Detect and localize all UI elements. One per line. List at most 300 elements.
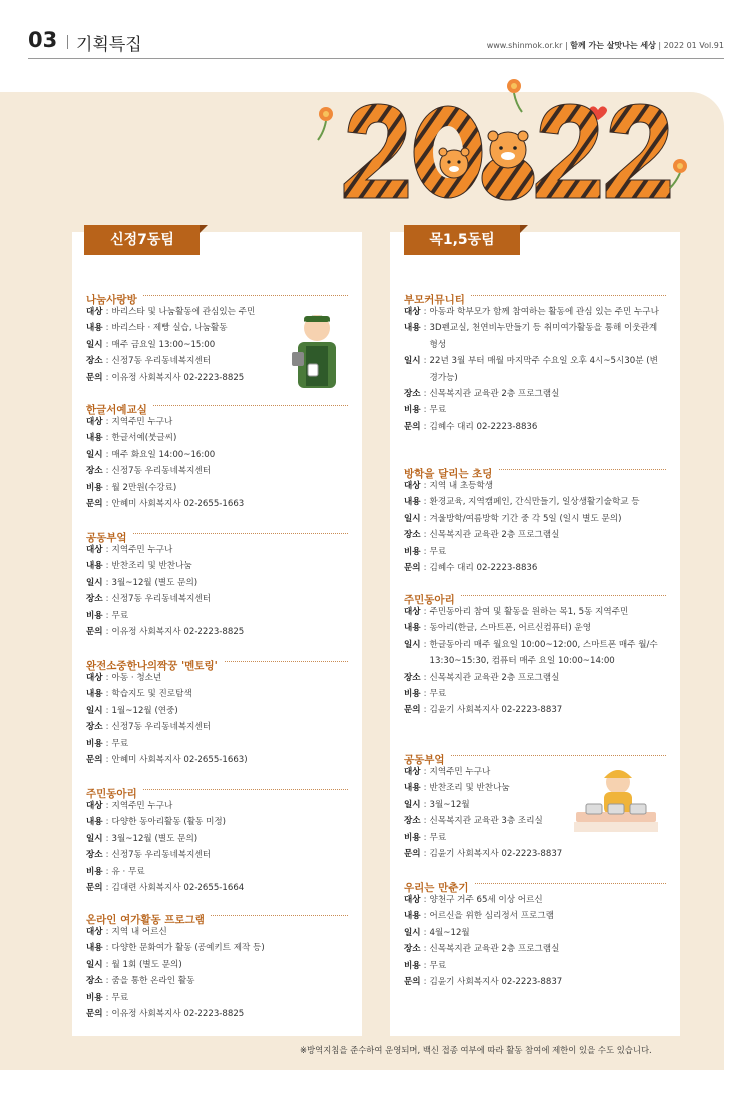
section-heading [86,526,348,542]
info-value: 반찬조리 및 반찬나눔 [429,783,510,794]
info-row [86,447,348,463]
info-row [404,892,666,908]
info-label: 대상 [404,767,421,777]
colon-separator: : [105,722,109,733]
info-value: 김윤기 사회복지사 02-2223-8837 [429,705,563,716]
info-row [404,620,666,636]
colon-separator: : [423,639,427,650]
colon-separator: : [105,499,109,510]
info-value: 김대련 사회복지사 02-2655-1664 [111,883,245,894]
info-value: 무료 [111,738,129,749]
program-title: 공동부엌 [86,532,133,544]
colon-separator: : [105,801,109,811]
info-value: 지역주민 누구나 [111,545,173,555]
section-heading [86,908,348,924]
info-value: 안혜미 사회복지사 02-2655-1663 [111,499,245,510]
program-section [86,908,348,1022]
info-value: 3월~12월 [429,799,470,810]
program-section [86,526,348,640]
digit-two-icon [536,104,600,198]
colon-separator: : [423,960,427,971]
colon-separator: : [423,623,427,634]
colon-separator: : [105,673,109,683]
info-row [86,924,348,940]
info-row [404,527,666,543]
info-row [404,353,666,386]
program-title: 공동부엌 [404,754,451,766]
info-value: 4월~12월 [429,927,470,938]
section-heading [404,462,666,478]
info-value: 양천구 거주 65세 이상 어르신 [429,895,543,905]
info-value: 이유정 사회복지사 02-2223-8825 [111,372,245,383]
info-value: 신정7동 우리동네복지센터 [111,722,212,733]
info-row [404,320,666,353]
colon-separator: : [423,563,427,574]
colon-separator: : [105,833,109,844]
colon-separator: : [423,927,427,938]
colon-separator: : [423,783,427,794]
info-row [86,1006,348,1022]
flower-icon [670,159,687,188]
flower-icon [507,79,522,112]
info-label: 일시 [404,513,421,524]
info-value: 주민동아리 참여 및 활동을 원하는 목1, 5동 지역주민 [429,607,629,617]
info-value: 신목복지관 교육관 2층 프로그램실 [429,944,560,955]
info-label: 장소 [404,389,421,400]
section-heading [404,288,666,304]
program-section [86,782,348,896]
info-value: 무료 [429,405,447,416]
colon-separator: : [105,1009,109,1020]
info-value: 김윤기 사회복지사 02-2223-8837 [429,849,563,860]
program-section [404,462,666,576]
colon-separator: : [423,307,427,317]
info-label: 내용 [404,623,421,634]
info-label: 비용 [86,866,103,877]
colon-separator: : [423,895,427,905]
info-value: 지역주민 누구나 [111,417,173,427]
info-label: 내용 [86,817,103,828]
team-tab-left: 신정7동팀 [84,225,200,255]
info-row [404,925,666,941]
info-value: 김혜수 대리 02-2223-8836 [429,421,538,432]
info-label: 장소 [404,944,421,955]
section-heading [404,588,666,604]
info-value: 무료 [429,832,447,843]
info-row [404,974,666,990]
colon-separator: : [423,832,427,843]
section-heading [404,876,666,892]
page-number: 03 [28,28,58,52]
info-value: 다양한 문화여가 활동 (공예키트 제작 등) [111,943,265,954]
info-label: 장소 [404,530,421,541]
info-row [86,847,348,863]
info-row [86,542,348,558]
colon-separator: : [423,816,427,827]
info-label: 장소 [404,672,421,683]
info-row [404,494,666,510]
info-row [404,478,666,494]
info-label: 내용 [86,323,103,334]
info-label: 문의 [86,755,103,766]
info-label: 내용 [86,943,103,954]
colon-separator: : [423,705,427,716]
info-value: 지역주민 누구나 [111,801,173,811]
meta-divider: | [658,41,664,50]
colon-separator: : [105,417,109,427]
info-label: 일시 [86,959,103,970]
colon-separator: : [105,466,109,477]
program-title: 완전소중한나의짝꿍 '멘토링' [86,660,224,672]
page-header [28,28,724,58]
tiger-cub-icon [439,148,469,178]
info-label: 내용 [404,323,421,334]
info-row [86,703,348,719]
program-section [404,588,666,719]
info-label: 문의 [86,627,103,638]
digit-two-icon [606,104,670,198]
info-value: 신목복지관 교육관 2층 프로그램실 [429,530,560,541]
info-value: 신정7동 우리동네복지센터 [111,594,212,605]
colon-separator: : [423,389,427,400]
info-label: 대상 [86,801,103,811]
colon-separator: : [105,610,109,621]
program-title: 온라인 여가활동 프로그램 [86,914,211,926]
info-label: 장소 [86,722,103,733]
info-label: 비용 [404,405,421,416]
info-row [86,880,348,896]
colon-separator: : [423,421,427,432]
info-value: 무료 [111,610,129,621]
info-row [86,591,348,607]
info-value: 신정7동 우리동네복지센터 [111,356,212,367]
colon-separator: : [423,546,427,557]
team-tab-right: 목1,5동팀 [404,225,520,255]
colon-separator: : [105,850,109,861]
info-row [86,957,348,973]
info-row [86,480,348,496]
cook-illustration [572,766,660,838]
info-value: 아동 · 청소년 [111,673,162,683]
info-label: 일시 [86,339,103,350]
info-value: 이유정 사회복지사 02-2223-8825 [111,1009,245,1020]
colon-separator: : [105,323,109,334]
info-row [404,686,666,702]
info-label: 비용 [404,832,421,843]
info-label: 내용 [86,561,103,572]
info-row [86,814,348,830]
colon-separator: : [423,323,427,334]
program-section [404,876,666,990]
info-label: 일시 [404,639,421,650]
info-label: 내용 [404,911,421,922]
info-value: 동아리(한글, 스마트폰, 어르신컴퓨터) 운영 [429,623,592,634]
colon-separator: : [105,561,109,572]
info-row [404,908,666,924]
info-label: 장소 [86,850,103,861]
flower-icon [318,107,333,140]
info-value: 바리스타 및 나눔활동에 관심있는 주민 [111,307,256,317]
colon-separator: : [423,672,427,683]
info-label: 비용 [86,738,103,749]
info-label: 문의 [404,421,421,432]
info-row [86,864,348,880]
colon-separator: : [423,513,427,524]
info-value: 월 2만원(수강료) [111,482,177,493]
info-row [404,637,666,670]
colon-separator: : [423,607,427,617]
issue-label: 2022 01 Vol.91 [663,41,724,50]
info-label: 내용 [404,497,421,508]
colon-separator: : [423,767,427,777]
colon-separator: : [105,433,109,444]
program-title: 주민동아리 [86,788,143,800]
colon-separator: : [105,866,109,877]
info-label: 일시 [86,449,103,460]
program-title: 방학을 달리는 초딩 [404,468,498,480]
colon-separator: : [105,976,109,987]
info-value: 신목복지관 교육관 3층 조리실 [429,816,543,827]
info-label: 문의 [404,977,421,988]
colon-separator: : [423,849,427,860]
info-row [404,846,666,862]
info-value: 매주 화요일 14:00~16:00 [111,449,216,460]
section-heading [404,748,666,764]
info-row [404,604,666,620]
info-label: 일시 [86,577,103,588]
info-label: 장소 [86,466,103,477]
program-title: 주민동아리 [404,594,461,606]
colon-separator: : [105,449,109,460]
info-row [86,558,348,574]
info-row [404,402,666,418]
header-meta [487,40,724,51]
section-heading [86,782,348,798]
info-value: 신정7동 우리동네복지센터 [111,466,212,477]
colon-separator: : [105,339,109,350]
section-heading [86,654,348,670]
info-row [404,419,666,435]
info-label: 내용 [86,433,103,444]
digit-two-icon [344,104,408,198]
program-title: 우리는 만춘기 [404,882,475,894]
program-title: 부모커뮤니티 [404,294,471,306]
info-label: 장소 [404,816,421,827]
info-label: 대상 [404,307,421,317]
info-row [86,496,348,512]
info-row [404,560,666,576]
info-label: 비용 [404,546,421,557]
info-label: 내용 [404,783,421,794]
info-row [404,670,666,686]
info-label: 대상 [86,545,103,555]
info-value: 무료 [429,689,447,700]
info-value: 환경교육, 지역캠페인, 간식만들기, 일상생활기술학교 등 [429,497,640,508]
info-label: 문의 [86,499,103,510]
info-row [86,414,348,430]
section-heading [86,288,348,304]
info-row [404,941,666,957]
header-rule [28,58,724,59]
footnote: ※방역지침을 준수하여 운영되며, 백신 접종 여부에 따라 활동 참여에 제한이 있을 수도 있습니다. [300,1045,652,1055]
info-value: 줌을 통한 온라인 활동 [111,976,195,987]
info-value: 김윤기 사회복지사 02-2223-8837 [429,977,563,988]
info-row [404,958,666,974]
info-value: 안혜미 사회복지사 02-2655-1663) [111,755,248,766]
info-value: 무료 [429,546,447,557]
colon-separator: : [423,799,427,810]
info-value: 무료 [111,992,129,1003]
info-value: 신정7동 우리동네복지센터 [111,850,212,861]
info-row [86,973,348,989]
slogan: 함께 가는 살맛나는 세상 [570,41,656,50]
info-label: 일시 [404,927,421,938]
program-section [86,654,348,768]
info-row [404,544,666,560]
info-value: 3월~12월 (별도 문의) [111,833,198,844]
info-value: 이유정 사회복지사 02-2223-8825 [111,627,245,638]
info-row [86,752,348,768]
info-value: 지역주민 누구나 [429,767,491,777]
info-value: 한글동아리 매주 월요일 10:00~12:00, 스마트폰 매주 월/수 13:30~15:30, 컴퓨터 매주 요일 10:00~14:00 [429,639,658,667]
info-value: 무료 [429,960,447,971]
info-label: 내용 [86,689,103,700]
colon-separator: : [105,356,109,367]
info-label: 대상 [86,927,103,937]
colon-separator: : [105,738,109,749]
colon-separator: : [105,545,109,555]
info-value: 3월~12월 (별도 문의) [111,577,198,588]
info-label: 비용 [404,960,421,971]
info-label: 비용 [86,482,103,493]
info-row [86,430,348,446]
info-label: 문의 [404,563,421,574]
info-row [86,798,348,814]
colon-separator: : [423,944,427,955]
program-section [404,288,666,435]
info-label: 장소 [86,594,103,605]
program-section [86,398,348,512]
colon-separator: : [423,497,427,508]
colon-separator: : [423,530,427,541]
info-row [86,831,348,847]
program-title: 한글서예교실 [86,404,153,416]
info-label: 문의 [404,849,421,860]
info-value: 반찬조리 및 반찬나눔 [111,561,192,572]
program-title: 나눔사랑방 [86,294,143,306]
info-label: 대상 [404,481,421,491]
tiger-icon [482,131,534,200]
info-row [86,463,348,479]
colon-separator: : [423,689,427,700]
info-value: 바리스타 · 제빵 실습, 나눔활동 [111,323,228,334]
info-label: 일시 [86,705,103,716]
info-value: 김혜수 대리 02-2223-8836 [429,563,538,574]
info-value: 3D펜교실, 천연비누만들기 등 취미여가활동을 통해 이웃관계 형성 [429,323,658,350]
colon-separator: : [423,977,427,988]
colon-separator: : [105,627,109,638]
colon-separator: : [105,372,109,383]
info-label: 대상 [404,607,421,617]
barista-illustration [284,306,350,390]
colon-separator: : [105,943,109,954]
info-label: 문의 [86,372,103,383]
colon-separator: : [105,689,109,700]
info-value: 지역 내 어르신 [111,927,167,937]
year-banner-illustration [308,74,704,204]
website-link[interactable]: www.shinmok.or.kr [486,41,563,50]
colon-separator: : [423,356,427,367]
info-row [86,608,348,624]
info-label: 장소 [86,356,103,367]
info-value: 1월~12월 (연중) [111,705,178,716]
colon-separator: : [105,959,109,970]
colon-separator: : [105,577,109,588]
info-row [86,575,348,591]
colon-separator: : [105,817,109,828]
header-divider [67,35,68,49]
info-label: 일시 [86,833,103,844]
info-row [404,386,666,402]
info-row [86,736,348,752]
info-row [404,702,666,718]
section-title: 기획특집 [76,35,142,55]
colon-separator: : [105,307,109,317]
info-row [404,304,666,320]
colon-separator: : [423,405,427,416]
info-label: 일시 [404,799,421,810]
info-value: 신목복지관 교육관 2층 프로그램실 [429,672,560,683]
info-label: 비용 [86,610,103,621]
colon-separator: : [105,482,109,493]
info-row [86,719,348,735]
section-heading [86,398,348,414]
info-label: 비용 [86,992,103,1003]
colon-separator: : [105,883,109,894]
info-value: 신목복지관 교육관 2층 프로그램실 [429,389,560,400]
colon-separator: : [423,481,427,491]
info-label: 문의 [404,705,421,716]
info-row [86,686,348,702]
colon-separator: : [105,755,109,766]
info-value: 유 · 무료 [111,866,145,877]
info-label: 대상 [404,895,421,905]
info-row [86,624,348,640]
info-value: 아동과 학부모가 함께 참여하는 활동에 관심 있는 주민 누구나 [429,307,659,317]
info-label: 대상 [86,417,103,427]
info-value: 월 1회 (별도 문의) [111,959,182,970]
info-value: 겨울방학/여름방학 기간 중 각 5일 (일시 별도 문의) [429,513,622,524]
info-label: 장소 [86,976,103,987]
info-row [86,990,348,1006]
info-value: 학습지도 및 진로탐색 [111,689,192,700]
info-value: 한글서예(붓글씨) [111,433,177,444]
info-row [404,511,666,527]
colon-separator: : [105,992,109,1003]
info-value: 지역 내 초등학생 [429,481,494,491]
meta-divider: | [564,41,571,50]
info-value: 매주 금요일 13:00~15:00 [111,339,216,350]
info-value: 22년 3월 부터 매월 마지막주 수요일 오후 4시~5시30분 (변경가능) [429,356,658,383]
info-label: 일시 [404,356,421,367]
info-row [86,670,348,686]
info-label: 문의 [86,1009,103,1020]
info-label: 문의 [86,883,103,894]
colon-separator: : [423,911,427,922]
info-label: 대상 [86,673,103,683]
info-value: 어르신을 위한 심리정서 프로그램 [429,911,554,922]
colon-separator: : [105,927,109,937]
